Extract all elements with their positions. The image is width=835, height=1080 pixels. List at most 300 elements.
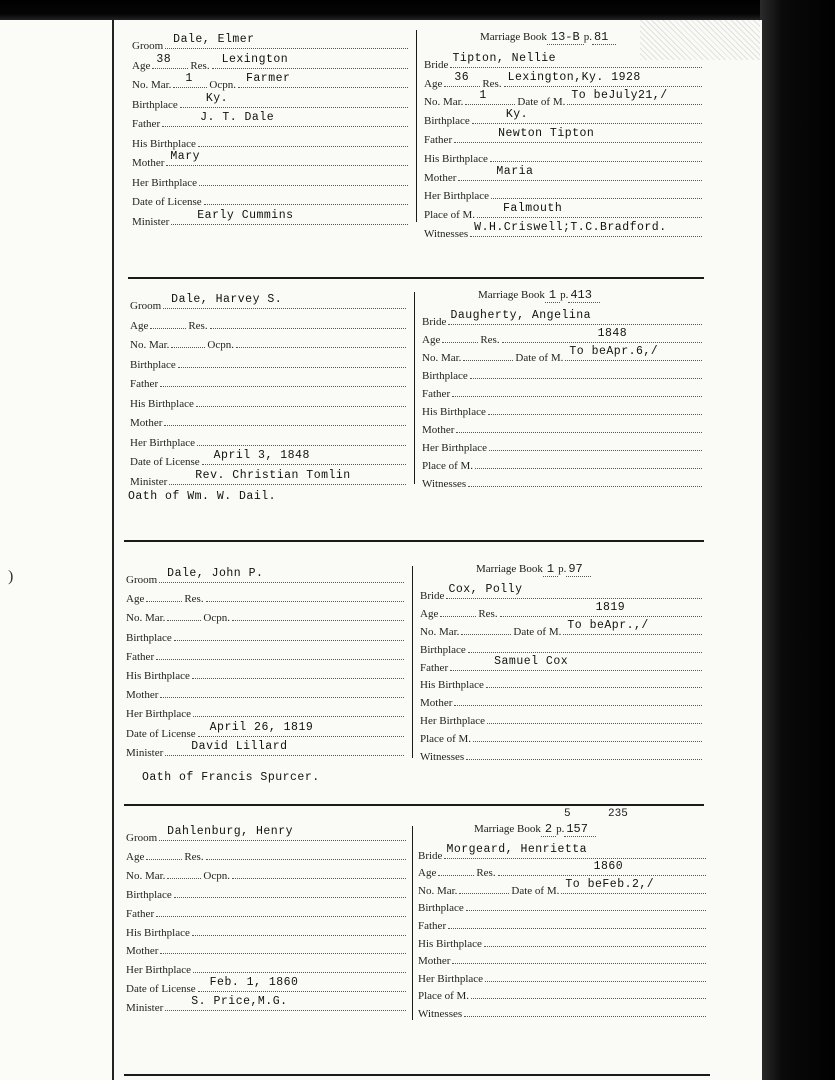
bride-father-row [422, 386, 704, 404]
marriage-book-label: Marriage Book [480, 31, 547, 43]
bride-age-value: 36 [454, 70, 470, 84]
bride-her-birthplace-row [424, 188, 704, 206]
marriage-book-row [480, 30, 704, 48]
groom-minister-label: Minister [130, 475, 168, 488]
bride-witnesses-row [418, 1006, 708, 1024]
groom-res-label: Res. [184, 850, 204, 863]
bride-mother-row [418, 953, 708, 971]
groom-father-line [160, 376, 406, 387]
groom-minister-line [165, 739, 404, 756]
bride-mother-row [424, 164, 704, 188]
groom-no-mar-line [167, 868, 201, 879]
groom-her-birthplace-label: Her Birthplace [126, 708, 192, 721]
groom-her-birthplace-label: Her Birthplace [130, 436, 196, 449]
bride-date-of-m-line [561, 877, 706, 894]
marriage-book-row [474, 822, 708, 840]
bride-his-birthplace-line [484, 936, 706, 947]
groom-ocpn-label: Ocpn. [203, 612, 230, 625]
groom-birthplace-line [174, 630, 404, 641]
bride-label: Bride [422, 316, 447, 328]
groom-date-of-license-value: April 3, 1848 [213, 449, 310, 462]
groom-nomar-row [126, 868, 408, 886]
groom-minister-row [126, 995, 408, 1018]
bride-no-mar-label: No. Mar. [422, 352, 462, 364]
bride-father-label: Father [422, 388, 451, 400]
bride-place-of-m-line [475, 458, 702, 469]
groom-minister-row [132, 208, 410, 232]
groom-ocpn-value: Farmer [246, 72, 291, 85]
bride-witnesses-label: Witnesses [422, 478, 467, 490]
column-divider [412, 566, 413, 758]
bride-her-birthplace-line [489, 440, 702, 451]
bride-her-birthplace-label: Her Birthplace [422, 442, 488, 454]
bride-row [422, 309, 704, 332]
groom-his-birthplace-row [126, 668, 406, 686]
groom-his-birthplace-line [192, 925, 406, 936]
bride-mother-label: Mother [422, 424, 455, 436]
groom-age-line [150, 318, 186, 329]
margin-mark: ) [8, 568, 14, 585]
groom-no-mar-label: No. Mar. [130, 339, 170, 351]
bride-date-of-m-label: Date of M. [515, 352, 564, 364]
bride-birthplace-label: Birthplace [420, 643, 466, 656]
groom-minister-line [165, 995, 406, 1011]
bride-date-of-m-line [565, 345, 702, 361]
groom-birthplace-line [180, 91, 408, 108]
marriage-book-row [476, 562, 704, 580]
groom-minister-line [171, 208, 408, 225]
bride-father-label: Father [420, 661, 449, 674]
column-divider [412, 826, 413, 1020]
bride-age-line [440, 606, 476, 617]
bride-label: Bride [424, 58, 449, 71]
groom-mother-label: Mother [130, 417, 163, 429]
bride-father-line [450, 654, 702, 671]
groom-age-label: Age [126, 850, 145, 863]
bride-witnesses-label: Witnesses [420, 751, 465, 763]
groom-row [126, 567, 406, 590]
groom-value: Dale, John P. [167, 567, 264, 580]
bride-res-label: Res. [476, 867, 496, 880]
groom-birthplace-row [126, 887, 408, 905]
groom-minister-value: Rev. Christian Tomlin [195, 468, 351, 482]
column-divider [416, 30, 417, 222]
groom-age-row [126, 591, 406, 609]
groom-mother-row [132, 150, 410, 173]
bride-his-birthplace-label: His Birthplace [420, 679, 484, 692]
groom-nomar-row [132, 72, 410, 95]
bride-father-label: Father [424, 134, 453, 146]
bride-his-birthplace-label: His Birthplace [424, 152, 488, 165]
groom-mother-label: Mother [132, 157, 165, 169]
bride-place-of-m-label: Place of M. [418, 990, 470, 1003]
groom-label: Groom [130, 300, 162, 312]
bride-his-birthplace-label: His Birthplace [422, 406, 486, 418]
page-value: 81 [592, 30, 616, 45]
record-separator [124, 540, 704, 542]
groom-label: Groom [126, 832, 158, 844]
groom-his-birthplace-row [130, 396, 408, 414]
bride-res-label: Res. [480, 334, 500, 346]
groom-birthplace-label: Birthplace [126, 631, 172, 644]
bride-birthplace-row [422, 368, 704, 386]
marriage-book-value: 2 [541, 822, 556, 837]
bride-no-mar-value: 1 [479, 89, 487, 103]
groom-date-of-license-line [198, 976, 406, 992]
bride-father-row [424, 127, 704, 150]
groom-his-birthplace-label: His Birthplace [132, 137, 196, 150]
bride-father-label: Father [418, 920, 447, 932]
bride-his-birthplace-line [488, 404, 702, 415]
groom-no-mar-label: No. Mar. [132, 79, 172, 91]
bride-birthplace-row [418, 900, 708, 918]
bride-date-of-m-label: Date of M. [513, 625, 562, 638]
groom-his-birthplace-label: His Birthplace [126, 926, 190, 939]
groom-value: Dahlenburg, Henry [167, 825, 293, 838]
groom-date-of-license-value: Feb. 1, 1860 [209, 976, 299, 990]
bride-birthplace-label: Birthplace [424, 115, 470, 128]
bride-nomar-row [418, 877, 708, 901]
bride-father-row [418, 918, 708, 936]
bride-father-line [452, 386, 702, 397]
groom-no-mar-line [173, 72, 207, 88]
groom-date-of-license-line [198, 720, 404, 737]
groom-birthplace-row [130, 357, 408, 375]
groom-minister-label: Minister [132, 215, 170, 228]
bride-birthplace-line [468, 642, 702, 653]
groom-birthplace-label: Birthplace [126, 888, 172, 901]
groom-line [159, 567, 404, 583]
groom-mother-line [164, 415, 406, 426]
bride-age-row [418, 860, 708, 883]
bride-his-birthplace-row [424, 151, 704, 169]
bride-father-line [448, 918, 706, 929]
bride-line [450, 51, 702, 68]
groom-mother-row [126, 943, 408, 961]
bride-place-of-m-label: Place of M. [422, 460, 474, 472]
groom-birthplace-line [174, 887, 406, 898]
bride-father-line [454, 127, 702, 143]
groom-age-label: Age [132, 59, 151, 72]
groom-res-line [210, 318, 406, 329]
groom-his-birthplace-line [198, 136, 408, 147]
groom-age-label: Age [126, 593, 145, 606]
groom-date-of-license-line [204, 194, 408, 205]
groom-father-line [156, 649, 404, 660]
bride-her-birthplace-line [487, 713, 702, 724]
marriage-book-label: Marriage Book [474, 823, 541, 835]
groom-date-of-license-label: Date of License [126, 727, 196, 740]
scan-right-edge [760, 0, 835, 1080]
groom-his-birthplace-label: His Birthplace [130, 397, 194, 410]
groom-nomar-row [126, 610, 406, 628]
bride-place-of-m-line [477, 202, 702, 218]
groom-res-label: Res. [184, 593, 204, 606]
bride-age-label: Age [424, 77, 443, 90]
bride-birthplace-label: Birthplace [418, 902, 464, 915]
bride-birthplace-line [472, 108, 702, 124]
bride-mother-line [454, 695, 702, 706]
groom-father-label: Father [126, 650, 155, 663]
bride-no-mar-line [461, 624, 511, 635]
bride-age-label: Age [418, 867, 437, 880]
groom-minister-label: Minister [126, 1002, 164, 1015]
groom-birthplace-value: Ky. [205, 91, 229, 105]
bride-place-of-m-line [471, 988, 706, 999]
groom-mother-row [126, 687, 406, 705]
bride-age-row [422, 327, 704, 350]
groom-no-mar-label: No. Mar. [126, 869, 166, 882]
page-value: 157 [564, 822, 596, 837]
groom-row [130, 293, 408, 316]
groom-age-row [126, 849, 408, 867]
bride-res-line [504, 70, 702, 87]
bride-witnesses-row [424, 221, 704, 244]
bride-witnesses-label: Witnesses [424, 228, 469, 240]
groom-nomar-row [130, 337, 408, 355]
bride-res-line [500, 600, 702, 617]
bride-birthplace-line [470, 368, 702, 379]
groom-her-birthplace-line [199, 175, 408, 186]
page-label: p. [560, 289, 569, 301]
bride-res-value: 1819 [595, 600, 626, 614]
groom-res-label: Res. [188, 319, 208, 332]
groom-her-birthplace-line [197, 435, 406, 446]
bride-place-of-m-label: Place of M. [424, 209, 476, 222]
bride-no-mar-label: No. Mar. [420, 625, 460, 638]
bride-her-birthplace-label: Her Birthplace [418, 972, 484, 985]
groom-no-mar-line [167, 610, 201, 621]
groom-no-mar-label: No. Mar. [126, 612, 166, 625]
scan-top-edge [0, 0, 835, 20]
page-value: 97 [566, 562, 590, 577]
bride-birthplace-line [466, 900, 706, 911]
bride-his-birthplace-row [422, 404, 704, 422]
bride-no-mar-label: No. Mar. [418, 884, 458, 897]
bride-mother-value: Maria [496, 164, 534, 178]
groom-father-line [162, 111, 408, 127]
groom-ocpn-label: Ocpn. [207, 339, 234, 351]
bride-mother-label: Mother [424, 171, 457, 184]
groom-father-value: J. T. Dale [200, 111, 275, 124]
record-separator [128, 277, 704, 279]
bride-place-of-m-line [473, 731, 702, 742]
bride-res-value: 1860 [593, 860, 624, 874]
groom-ocpn-line [238, 72, 408, 88]
bride-res-value: 1848 [597, 327, 628, 340]
bride-witnesses-label: Witnesses [418, 1008, 463, 1020]
bride-date-of-m-label: Date of M. [517, 96, 566, 109]
groom-date-of-license-line [202, 449, 406, 465]
marriage-book-label: Marriage Book [478, 289, 545, 301]
bride-place-row [420, 731, 704, 749]
groom-value: Dale, Harvey S. [171, 293, 283, 306]
bride-row [420, 582, 704, 606]
bride-place-row [422, 458, 704, 476]
record-separator [124, 804, 704, 806]
bride-no-mar-line [459, 883, 509, 894]
groom-his-birthplace-line [192, 668, 404, 679]
groom-mother-label: Mother [126, 689, 159, 702]
groom-label: Groom [132, 40, 164, 52]
groom-line [165, 33, 408, 49]
groom-age-label: Age [130, 319, 149, 332]
groom-her-birthplace-label: Her Birthplace [126, 964, 192, 977]
bride-line [446, 582, 702, 599]
bride-witnesses-line [464, 1006, 706, 1017]
groom-ocpn-line [232, 610, 404, 621]
bride-no-mar-line [463, 350, 513, 361]
page-correction: 235 [608, 808, 628, 820]
bride-no-mar-line [465, 89, 515, 105]
groom-res-value: Lexington [221, 52, 289, 66]
groom-label: Groom [126, 574, 158, 586]
bride-witnesses-line [468, 476, 702, 487]
groom-mother-row [130, 415, 408, 433]
bride-mother-row [422, 422, 704, 440]
bride-his-birthplace-label: His Birthplace [418, 937, 482, 950]
marriage-book-value: 1 [543, 562, 558, 577]
bride-birthplace-label: Birthplace [422, 370, 468, 382]
groom-father-row [132, 111, 410, 134]
groom-age-line [146, 849, 182, 860]
groom-mother-line [166, 150, 408, 166]
groom-his-birthplace-line [196, 396, 406, 407]
marriage-book-label: Marriage Book [476, 563, 543, 575]
oath-note: Oath of Francis Spurcer. [142, 771, 320, 784]
groom-minister-label: Minister [126, 746, 164, 759]
groom-age-line [146, 591, 182, 602]
groom-minister-row [130, 468, 408, 492]
groom-line [163, 293, 406, 309]
marriage-book-row [478, 288, 704, 306]
groom-mother-line [160, 943, 406, 954]
bride-res-value: Lexington,Ky. 1928 [507, 70, 641, 84]
groom-res-line [206, 591, 404, 602]
groom-father-label: Father [130, 378, 159, 390]
bride-mother-label: Mother [418, 955, 451, 968]
groom-minister-line [169, 468, 406, 485]
page-label: p. [583, 31, 592, 43]
groom-res-label: Res. [190, 59, 210, 72]
bride-res-line [498, 860, 706, 876]
bride-his-birthplace-line [486, 677, 702, 688]
groom-mother-label: Mother [126, 945, 159, 958]
bride-her-birthplace-label: Her Birthplace [420, 715, 486, 728]
groom-line [159, 825, 406, 841]
bride-place-of-m-label: Place of M. [420, 733, 472, 746]
page-label: p. [558, 563, 567, 575]
bride-father-value: Samuel Cox [494, 654, 569, 668]
groom-birthplace-line [178, 357, 406, 368]
groom-no-mar-value: 1 [185, 72, 193, 85]
groom-father-row [126, 649, 406, 667]
bride-no-mar-label: No. Mar. [424, 96, 464, 109]
bride-date-of-m-value: To beFeb.2,/ [565, 877, 655, 891]
bride-witnesses-line [470, 221, 702, 237]
groom-father-label: Father [126, 907, 155, 920]
bride-father-row [420, 654, 704, 678]
marriage-book-correction: 5 [564, 808, 571, 820]
bride-age-row [420, 600, 704, 624]
bride-value: Tipton, Nellie [452, 51, 557, 65]
bride-date-of-m-label: Date of M. [511, 884, 560, 897]
bride-label: Bride [418, 849, 443, 862]
groom-minister-value: David Lillard [191, 739, 288, 753]
groom-age-line [152, 52, 188, 69]
bride-mother-label: Mother [420, 697, 453, 710]
bride-res-label: Res. [478, 607, 498, 620]
column-divider [414, 292, 415, 484]
bride-age-label: Age [422, 334, 441, 346]
bride-value: Daugherty, Angelina [450, 309, 592, 322]
groom-birthplace-label: Birthplace [132, 98, 178, 111]
groom-father-row [130, 376, 408, 394]
groom-his-birthplace-label: His Birthplace [126, 670, 190, 682]
groom-her-birthplace-label: Her Birthplace [132, 176, 198, 189]
bride-date-of-m-line [563, 618, 702, 635]
marriage-book-value: 1 [545, 288, 560, 303]
bride-mother-line [456, 422, 702, 433]
page-value: 413 [568, 288, 600, 303]
groom-ocpn-label: Ocpn. [209, 79, 236, 91]
groom-father-row [126, 906, 408, 924]
bride-value: Cox, Polly [448, 582, 523, 596]
groom-birthplace-label: Birthplace [130, 358, 176, 371]
bride-mother-line [458, 164, 702, 181]
groom-date-of-license-label: Date of License [132, 196, 202, 208]
groom-row [126, 825, 408, 848]
groom-birthplace-row [126, 630, 406, 648]
bride-line [444, 842, 706, 859]
bride-age-label: Age [420, 607, 439, 620]
groom-her-birthplace-line [193, 962, 406, 973]
bride-value: Morgeard, Henrietta [446, 842, 588, 856]
bride-place-row [418, 988, 708, 1006]
bride-father-value: Newton Tipton [498, 127, 595, 140]
bride-birthplace-value: Ky. [505, 108, 529, 122]
bride-witnesses-line [466, 749, 702, 760]
bride-date-of-m-line [567, 89, 702, 105]
groom-ocpn-line [232, 868, 406, 879]
marriage-book-value: 13-B [547, 30, 584, 45]
bride-his-birthplace-line [490, 151, 702, 162]
bride-age-line [438, 865, 474, 876]
bride-nomar-row [424, 89, 704, 112]
record-separator [124, 1074, 710, 1076]
groom-minister-value: S. Price,M.G. [191, 995, 288, 1009]
groom-age-row [130, 318, 408, 336]
groom-no-mar-line [171, 337, 205, 348]
groom-age-value: 38 [156, 52, 172, 66]
groom-value: Dale, Elmer [173, 33, 255, 46]
bride-mother-line [452, 953, 706, 964]
groom-res-line [212, 52, 408, 69]
bride-her-birthplace-row [422, 440, 704, 458]
groom-her-birthplace-row [132, 175, 410, 193]
bride-his-birthplace-row [420, 677, 704, 695]
groom-mother-line [160, 687, 404, 698]
bride-witnesses-row [422, 476, 704, 494]
bride-label: Bride [420, 589, 445, 602]
bride-age-line [442, 332, 478, 343]
groom-ocpn-label: Ocpn. [203, 869, 230, 882]
bride-res-label: Res. [482, 77, 502, 90]
bride-her-birthplace-line [491, 188, 702, 199]
bride-date-of-m-value: To beApr.,/ [567, 618, 649, 632]
groom-mother-value: Mary [170, 150, 200, 163]
groom-her-birthplace-line [193, 706, 404, 717]
